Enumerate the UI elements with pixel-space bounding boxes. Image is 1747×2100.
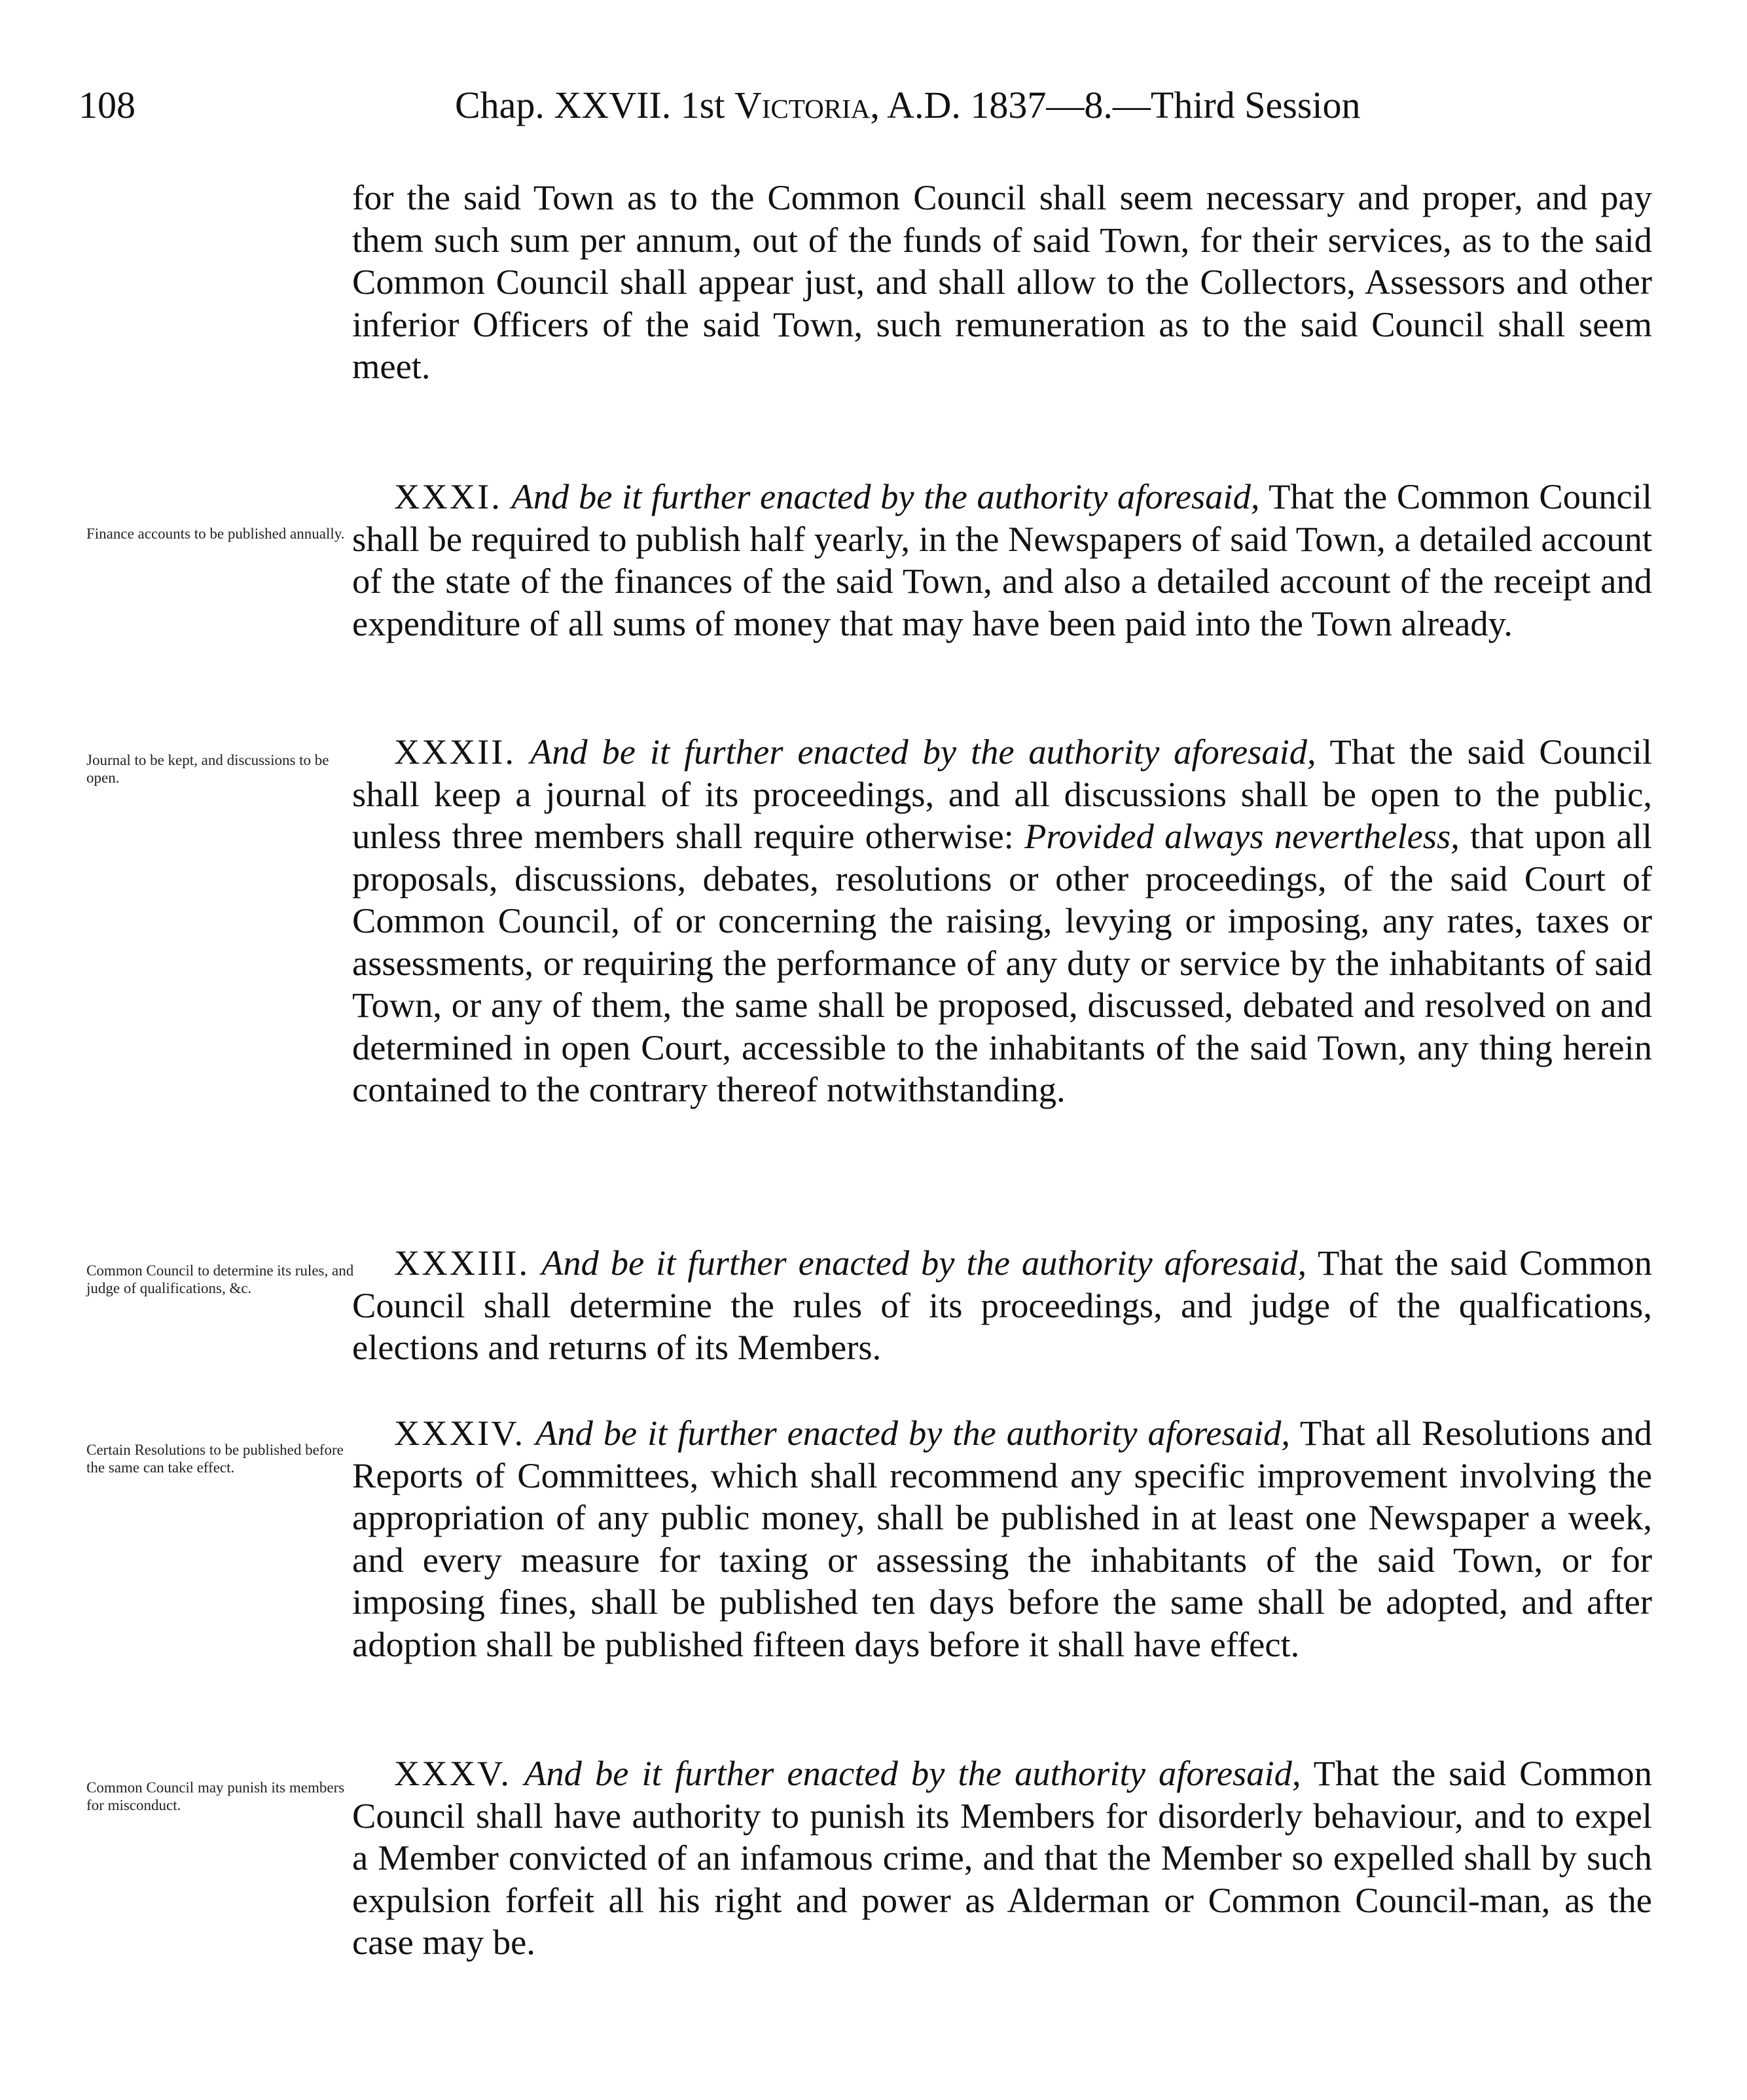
- section-number: XXXV.: [394, 1753, 512, 1793]
- continuation-text: for the said Town as to the Common Council shall seem necessary and proper, and pay them such sum per annum, out of the funds of said Town, for their services, as to the said Common Council shall appear just, and shall allow to the Collectors, Assessors and other inferior Officers of the said Town, such remuneration as to the said Council shall seem meet.: [352, 177, 1652, 386]
- enacting-clause: And be it further enacted by the authority aforesaid,: [541, 1243, 1307, 1283]
- running-head: [455, 86, 1361, 124]
- enacting-clause: And be it further enacted by the authority aforesaid,: [535, 1413, 1290, 1453]
- section-body: That the said Council shall keep a journal of its proceedings, and all discussions shall be open to the public, unless three members shall require otherwise:: [352, 732, 1653, 856]
- section-number: XXXIV.: [394, 1413, 526, 1453]
- marginal-note-section-34: Certain Resolutions to be published before the same can take effect.: [86, 1442, 344, 1476]
- section-34: [352, 1412, 1652, 1665]
- section-body: That the said Common Council shall determine the rules of its proceedings, and judge of the qualfications, elections and returns of its Members.: [352, 1243, 1652, 1367]
- continuation-paragraph: [352, 177, 1652, 388]
- section-number: XXXI.: [394, 476, 502, 516]
- running-head-session: , A.D. 1837—8.—Third Session: [870, 84, 1361, 126]
- running-head-reign: Victoria: [734, 84, 871, 126]
- section-35: [352, 1753, 1652, 1964]
- marginal-note-section-33: Common Council to determine its rules, and judge of qualifications, &c.: [86, 1262, 354, 1296]
- section-number: XXXIII.: [394, 1243, 530, 1283]
- section-body-continued: that upon all proposals, discussions, debates, resolutions or other proceedings, of the said Court of Common Council, of or concerning the raising, levying or imposing, any rates, taxes or assessments, or requiring the performance of any duty or service by the inhabitants of said Town, or any of them, the same shall be proposed, discussed, debated and resolved on and determined in open Court, accessible to the inhabitants of the said Town, any thing herein contained to the contrary thereof notwithstanding.: [352, 816, 1652, 1109]
- enacting-clause: And be it further enacted by the authority aforesaid,: [511, 476, 1260, 516]
- section-31: [352, 476, 1652, 645]
- section-32: [352, 731, 1652, 1111]
- section-body: That the said Common Council shall have authority to punish its Members for disorderly behaviour, and to expel a Member convicted of an infamous crime, and that the Member so expelled shall by such expulsion forfeit all his right and power as Alderman or Common Council-man, as the case may be.: [352, 1753, 1653, 1962]
- marginal-note-section-31: Finance accounts to be published annually.: [86, 525, 345, 542]
- section-body: That the Common Council shall be required to publish half yearly, in the Newspapers of said Town, a detailed account of the state of the finances of the said Town, and also a detailed account of the receipt and expenditure of all sums of money that may have been paid into the Town already.: [352, 476, 1652, 643]
- page-number: 108: [79, 84, 135, 126]
- marginal-note-section-32: Journal to be kept, and discussions to be open.: [86, 752, 329, 786]
- section-33: [352, 1242, 1652, 1369]
- section-number: XXXII.: [394, 732, 516, 772]
- enacting-clause: And be it further enacted by the authority aforesaid,: [530, 732, 1316, 772]
- section-body: That all Resolutions and Reports of Committees, which shall recommend any specific improvement involving the appropriation of any public money, shall be published in at least one Newspaper a week, and every measure for taxing or assessing the inhabitants of the said Town, or for imposing fines, shall be published ten days before the same shall be adopted, and after adoption shall be published fifteen days before it shall have effect.: [352, 1413, 1653, 1664]
- marginal-note-section-35: Common Council may punish its members for misconduct.: [86, 1779, 345, 1813]
- running-head-chapter: Chap. XXVII. 1st: [455, 84, 734, 126]
- proviso: Provided always nevertheless,: [1024, 816, 1460, 856]
- enacting-clause: And be it further enacted by the authority aforesaid,: [524, 1753, 1301, 1793]
